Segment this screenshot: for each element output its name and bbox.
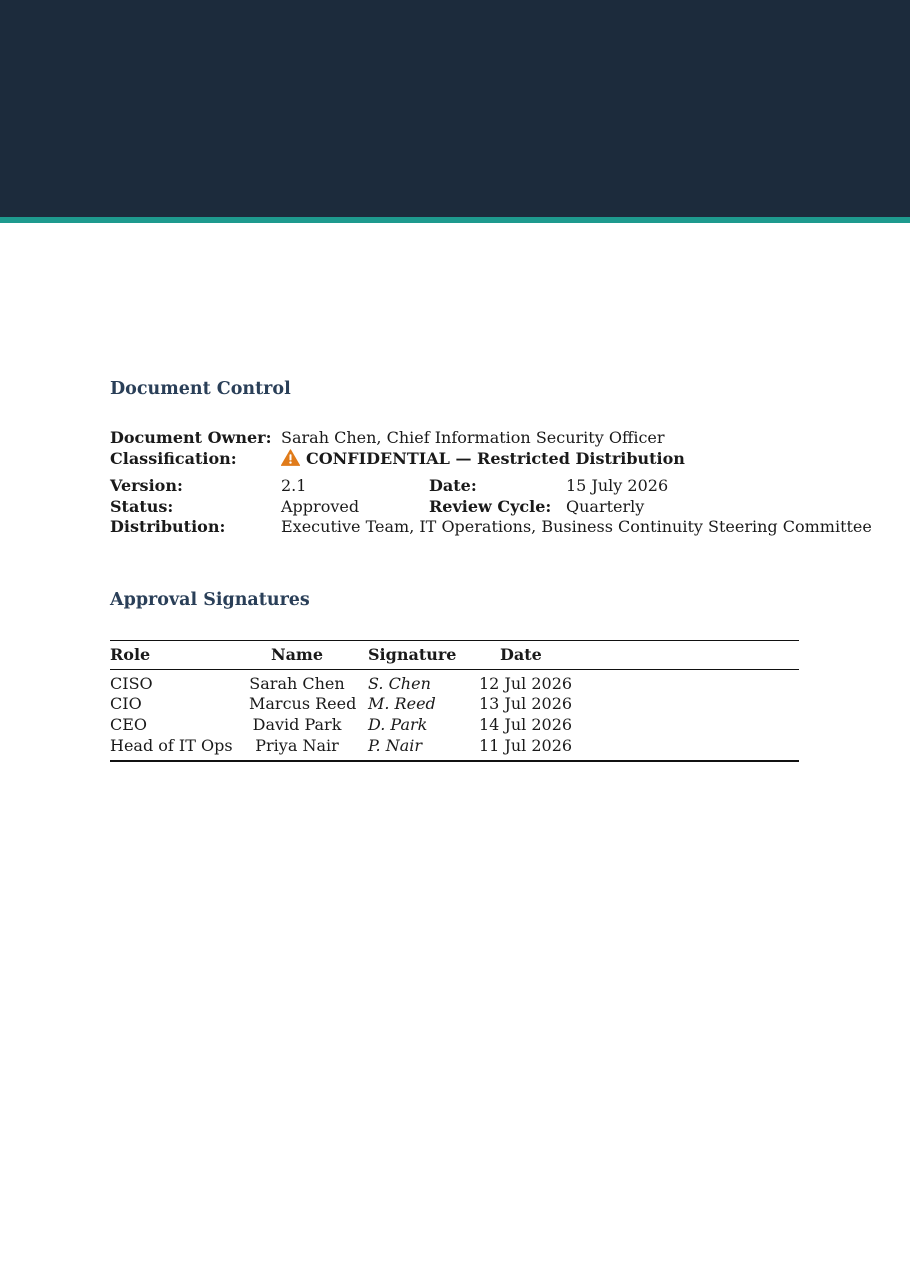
row-role: Head of IT Ops <box>110 736 233 755</box>
date-label: Date: <box>429 476 477 495</box>
row-signature: D. Park <box>368 715 428 734</box>
header-banner <box>0 0 910 217</box>
status-label: Status: <box>110 497 174 516</box>
header-signature: Signature <box>368 645 457 664</box>
owner-label: Document Owner: <box>110 428 272 447</box>
header-role: Role <box>110 645 151 664</box>
row-signature: M. Reed <box>368 694 436 713</box>
classification-value: CONFIDENTIAL — Restricted Distribution <box>306 449 685 468</box>
document-control-title: Document Control <box>110 379 291 399</box>
row-role: CEO <box>110 715 148 734</box>
row-date: 12 Jul 2026 <box>479 674 573 693</box>
table-bottom-rule <box>110 760 799 762</box>
table-header-rule <box>110 669 799 670</box>
distribution-label: Distribution: <box>110 517 226 536</box>
row-signature: S. Chen <box>368 674 431 693</box>
row-date: 13 Jul 2026 <box>479 694 573 713</box>
status-value: Approved <box>281 497 360 516</box>
table-top-rule <box>110 640 799 641</box>
row-role: CIO <box>110 694 142 713</box>
header-date: Date <box>500 645 542 664</box>
row-role: CISO <box>110 674 153 693</box>
version-label: Version: <box>110 476 183 495</box>
row-name: David Park <box>252 715 342 734</box>
distribution-value: Executive Team, IT Operations, Business Continuity Steering Committee <box>281 517 872 536</box>
classification-value-wrap <box>281 449 685 471</box>
row-date: 11 Jul 2026 <box>479 736 573 755</box>
row-name: Priya Nair <box>255 736 339 755</box>
classification-label: Classification: <box>110 449 237 468</box>
header-accent-rule <box>0 217 910 223</box>
header-name: Name <box>270 645 324 664</box>
row-signature: P. Nair <box>368 736 422 755</box>
row-date: 14 Jul 2026 <box>479 715 573 734</box>
row-name: Marcus Reed <box>249 694 357 713</box>
date-value: 15 July 2026 <box>566 476 669 495</box>
version-value: 2.1 <box>281 476 307 495</box>
warning-icon <box>281 449 300 471</box>
review-cycle-label: Review Cycle: <box>429 497 552 516</box>
owner-value: Sarah Chen, Chief Information Security Officer <box>281 428 665 447</box>
approval-signatures-title: Approval Signatures <box>110 590 310 610</box>
review-cycle-value: Quarterly <box>566 497 645 516</box>
row-name: Sarah Chen <box>249 674 345 693</box>
